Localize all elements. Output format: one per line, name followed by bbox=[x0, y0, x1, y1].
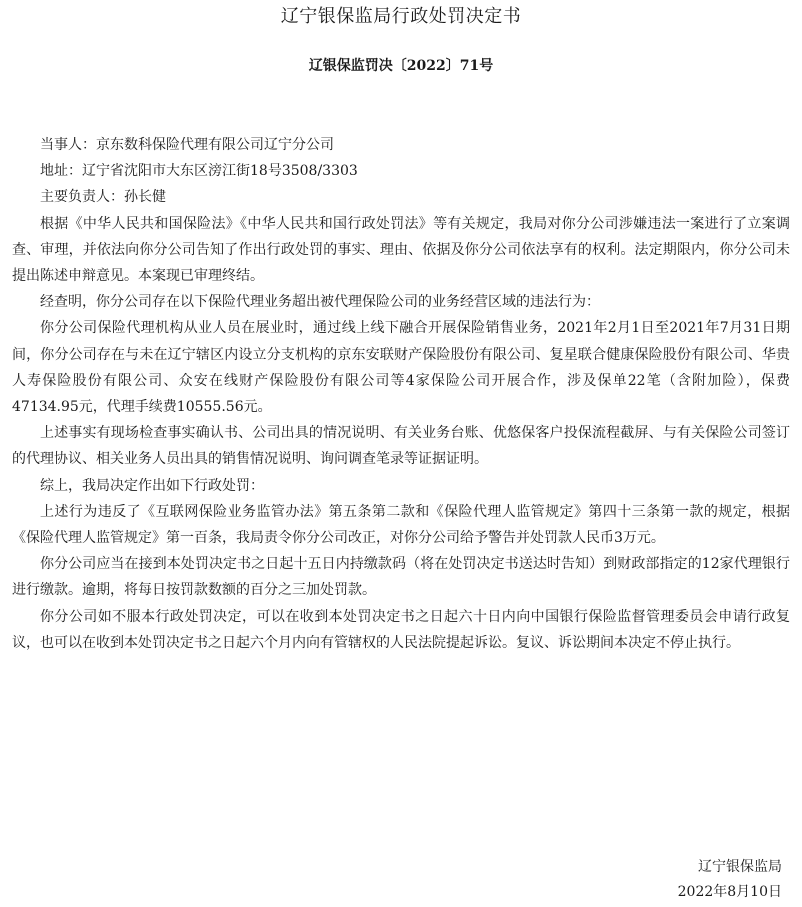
paragraph-findings-intro: 经查明，你分公司存在以下保险代理业务超出被代理保险公司的业务经营区域的违法行为： bbox=[40, 294, 600, 311]
document-number: 辽银保监罚决〔2022〕71号 bbox=[308, 58, 494, 74]
paragraph-payment: 你分公司应当在接到本处罚决定书之日起十五日内持缴款码（将在处罚决定书送达时告知）到财政部指定的12家代理银行进行缴款。逾期，将每日按罚款数额的百分之三加处罚款。 bbox=[12, 556, 790, 599]
document-title: 辽宁银保监局行政处罚决定书 bbox=[280, 6, 522, 27]
paragraph-basis: 根据《中华人民共和国保险法》《中华人民共和国行政处罚法》等有关规定，我局对你分公司涉嫌违法一案进行了立案调查、审理，并依法向你分公司告知了作出行政处罚的事实、理由、依据及你分公司依法享有的权利。法定期限内，你分公司未提出陈述申辩意见。本案现已审理终结。 bbox=[12, 215, 790, 285]
paragraph-decision-intro: 综上，我局决定作出如下行政处罚： bbox=[40, 477, 264, 494]
paragraph-evidence: 上述事实有现场检查事实确认书、公司出具的情况说明、有关业务台账、优悠保客户投保流程截屏、与有关保险公司签订的代理协议、相关业务人员出具的销售情况说明、询问调查笔录等证据证明。 bbox=[12, 425, 790, 468]
document-body bbox=[12, 132, 790, 656]
paragraph-penalty: 上述行为违反了《互联网保险业务监管办法》第五条第二款和《保险代理人监管规定》第四十三条第一款的规定，根据《保险代理人监管规定》第一百条，我局责令你分公司改正，对你分公司给予警告并处罚款人民币3万元。 bbox=[12, 503, 790, 547]
signature-date: 2022年8月10日 bbox=[677, 884, 782, 900]
signature-organization: 辽宁银保监局 bbox=[698, 859, 782, 875]
paragraph-findings-detail: 你分公司保险代理机构从业人员在展业时，通过线上线下融合开展保险销售业务，2021年2月1日至2021年7月31日期间，你分公司存在与未在辽宁辖区内设立分支机构的京东安联财产保险股份有限公司、复星联合健康保险股份有限公司、华贵人寿保险股份有限公司、众安在线财产保险股份有限公司等4家保险公司开展合作，涉及保单22笔（含附加险），保费47134.95元，代理手续费10555.56元。 bbox=[12, 320, 790, 416]
paragraph-appeal: 你分公司如不服本行政处罚决定，可以在收到本处罚决定书之日起六十日内向中国银行保险监督管理委员会申请行政复议，也可以在收到本处罚决定书之日起六个月内向有管辖权的人民法院提起诉讼。复议、诉讼期间本决定不停止执行。 bbox=[12, 608, 790, 651]
party-line: 当事人：京东数科保险代理有限公司辽宁分公司 bbox=[40, 137, 334, 153]
address-line: 地址：辽宁省沈阳市大东区滂江街18号3508/3303 bbox=[40, 163, 358, 180]
principal-line: 主要负责人：孙长健 bbox=[40, 189, 166, 206]
